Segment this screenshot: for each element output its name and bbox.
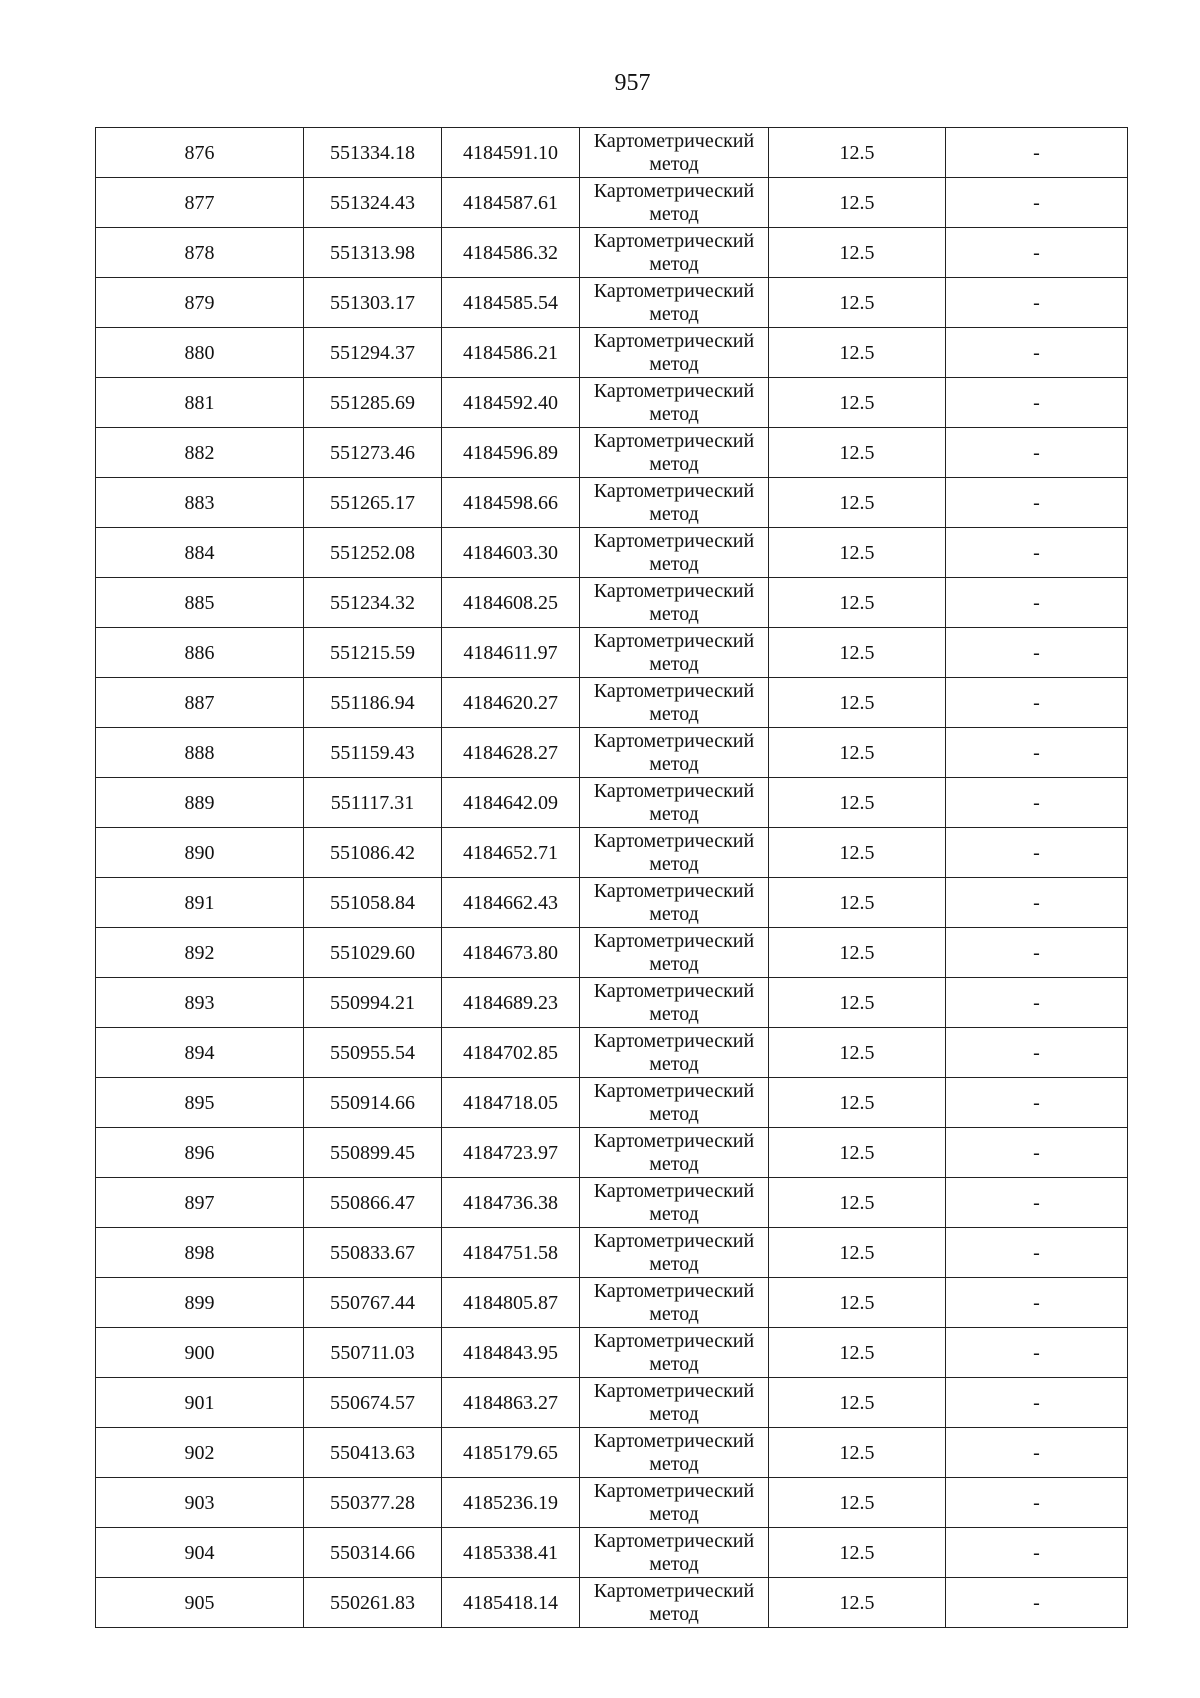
- table-row: [96, 428, 1128, 478]
- method-cell: [580, 478, 769, 528]
- table-row: [96, 328, 1128, 378]
- note-cell: -: [946, 1128, 1128, 1178]
- accuracy-cell: 12.5: [769, 328, 946, 378]
- y-coordinate-cell: 4184586.21: [442, 328, 580, 378]
- method-line-2: метод: [649, 1252, 699, 1275]
- method-line-1: Картометрический: [593, 879, 755, 902]
- table-row: [96, 1128, 1128, 1178]
- method-cell: [580, 378, 769, 428]
- method-cell: [580, 1178, 769, 1228]
- point-number-cell: 896: [96, 1128, 304, 1178]
- y-coordinate-cell: 4185418.14: [442, 1578, 580, 1628]
- accuracy-cell: 12.5: [769, 1028, 946, 1078]
- point-number-cell: 880: [96, 328, 304, 378]
- point-number-cell: 886: [96, 628, 304, 678]
- method-line-1: Картометрический: [593, 829, 755, 852]
- y-coordinate-cell: 4184611.97: [442, 628, 580, 678]
- table-row: [96, 1478, 1128, 1528]
- table-row: [96, 1328, 1128, 1378]
- x-coordinate-cell: 551029.60: [304, 928, 442, 978]
- point-number-cell: 897: [96, 1178, 304, 1228]
- accuracy-cell: 12.5: [769, 528, 946, 578]
- table-row: [96, 628, 1128, 678]
- method-line-1: Картометрический: [593, 129, 755, 152]
- y-coordinate-cell: 4184736.38: [442, 1178, 580, 1228]
- note-cell: -: [946, 678, 1128, 728]
- x-coordinate-cell: 551294.37: [304, 328, 442, 378]
- accuracy-cell: 12.5: [769, 1178, 946, 1228]
- method-line-1: Картометрический: [593, 229, 755, 252]
- method-line-1: Картометрический: [593, 379, 755, 402]
- method-line-2: метод: [649, 902, 699, 925]
- method-line-2: метод: [649, 1402, 699, 1425]
- y-coordinate-cell: 4184603.30: [442, 528, 580, 578]
- method-cell: [580, 1428, 769, 1478]
- method-line-1: Картометрический: [593, 1479, 755, 1502]
- method-line-1: Картометрический: [593, 679, 755, 702]
- method-cell: [580, 328, 769, 378]
- note-cell: -: [946, 278, 1128, 328]
- method-cell: [580, 128, 769, 178]
- note-cell: -: [946, 178, 1128, 228]
- y-coordinate-cell: 4184587.61: [442, 178, 580, 228]
- note-cell: -: [946, 1178, 1128, 1228]
- x-coordinate-cell: 550994.21: [304, 978, 442, 1028]
- x-coordinate-cell: 550711.03: [304, 1328, 442, 1378]
- x-coordinate-cell: 550866.47: [304, 1178, 442, 1228]
- method-cell: [580, 1228, 769, 1278]
- accuracy-cell: 12.5: [769, 178, 946, 228]
- y-coordinate-cell: 4184642.09: [442, 778, 580, 828]
- table-row: [96, 1078, 1128, 1128]
- accuracy-cell: 12.5: [769, 1328, 946, 1378]
- note-cell: -: [946, 1478, 1128, 1528]
- table-row: [96, 178, 1128, 228]
- method-line-2: метод: [649, 252, 699, 275]
- point-number-cell: 881: [96, 378, 304, 428]
- method-line-2: метод: [649, 1052, 699, 1075]
- accuracy-cell: 12.5: [769, 1578, 946, 1628]
- table-row: [96, 128, 1128, 178]
- table-row: [96, 728, 1128, 778]
- note-cell: -: [946, 1278, 1128, 1328]
- method-cell: [580, 528, 769, 578]
- method-line-2: метод: [649, 752, 699, 775]
- note-cell: -: [946, 1428, 1128, 1478]
- y-coordinate-cell: 4184620.27: [442, 678, 580, 728]
- y-coordinate-cell: 4184596.89: [442, 428, 580, 478]
- x-coordinate-cell: 551265.17: [304, 478, 442, 528]
- method-cell: [580, 978, 769, 1028]
- point-number-cell: 901: [96, 1378, 304, 1428]
- method-cell: [580, 1328, 769, 1378]
- point-number-cell: 900: [96, 1328, 304, 1378]
- method-line-2: метод: [649, 152, 699, 175]
- accuracy-cell: 12.5: [769, 228, 946, 278]
- table-row: [96, 678, 1128, 728]
- table-row: [96, 578, 1128, 628]
- x-coordinate-cell: 550899.45: [304, 1128, 442, 1178]
- method-cell: [580, 1028, 769, 1078]
- table-row: [96, 228, 1128, 278]
- point-number-cell: 877: [96, 178, 304, 228]
- method-line-1: Картометрический: [593, 779, 755, 802]
- accuracy-cell: 12.5: [769, 1428, 946, 1478]
- note-cell: -: [946, 1378, 1128, 1428]
- y-coordinate-cell: 4184863.27: [442, 1378, 580, 1428]
- accuracy-cell: 12.5: [769, 728, 946, 778]
- note-cell: -: [946, 1578, 1128, 1628]
- method-cell: [580, 1128, 769, 1178]
- note-cell: -: [946, 828, 1128, 878]
- method-line-1: Картометрический: [593, 979, 755, 1002]
- point-number-cell: 879: [96, 278, 304, 328]
- method-line-1: Картометрический: [593, 279, 755, 302]
- x-coordinate-cell: 550833.67: [304, 1228, 442, 1278]
- accuracy-cell: 12.5: [769, 1278, 946, 1328]
- method-line-2: метод: [649, 1602, 699, 1625]
- y-coordinate-cell: 4184585.54: [442, 278, 580, 328]
- method-cell: [580, 1078, 769, 1128]
- note-cell: -: [946, 228, 1128, 278]
- note-cell: -: [946, 978, 1128, 1028]
- method-cell: [580, 1478, 769, 1528]
- method-line-1: Картометрический: [593, 329, 755, 352]
- y-coordinate-cell: 4184805.87: [442, 1278, 580, 1328]
- method-line-2: метод: [649, 852, 699, 875]
- note-cell: -: [946, 878, 1128, 928]
- point-number-cell: 884: [96, 528, 304, 578]
- point-number-cell: 885: [96, 578, 304, 628]
- x-coordinate-cell: 551058.84: [304, 878, 442, 928]
- accuracy-cell: 12.5: [769, 928, 946, 978]
- method-line-2: метод: [649, 552, 699, 575]
- y-coordinate-cell: 4184751.58: [442, 1228, 580, 1278]
- y-coordinate-cell: 4184673.80: [442, 928, 580, 978]
- method-cell: [580, 1378, 769, 1428]
- point-number-cell: 887: [96, 678, 304, 728]
- y-coordinate-cell: 4184843.95: [442, 1328, 580, 1378]
- method-line-2: метод: [649, 652, 699, 675]
- y-coordinate-cell: 4185338.41: [442, 1528, 580, 1578]
- x-coordinate-cell: 551324.43: [304, 178, 442, 228]
- x-coordinate-cell: 550261.83: [304, 1578, 442, 1628]
- y-coordinate-cell: 4184608.25: [442, 578, 580, 628]
- method-line-1: Картометрический: [593, 1529, 755, 1552]
- point-number-cell: 889: [96, 778, 304, 828]
- method-line-2: метод: [649, 202, 699, 225]
- method-cell: [580, 228, 769, 278]
- table-row: [96, 528, 1128, 578]
- point-number-cell: 883: [96, 478, 304, 528]
- note-cell: -: [946, 478, 1128, 528]
- point-number-cell: 898: [96, 1228, 304, 1278]
- method-line-1: Картометрический: [593, 1029, 755, 1052]
- table-row: [96, 828, 1128, 878]
- note-cell: -: [946, 1328, 1128, 1378]
- method-line-1: Картометрический: [593, 1579, 755, 1602]
- point-number-cell: 894: [96, 1028, 304, 1078]
- note-cell: -: [946, 528, 1128, 578]
- method-line-2: метод: [649, 1302, 699, 1325]
- method-line-1: Картометрический: [593, 1379, 755, 1402]
- table-row: [96, 278, 1128, 328]
- note-cell: -: [946, 778, 1128, 828]
- accuracy-cell: 12.5: [769, 1378, 946, 1428]
- method-line-1: Картометрический: [593, 579, 755, 602]
- method-line-1: Картометрический: [593, 629, 755, 652]
- y-coordinate-cell: 4184723.97: [442, 1128, 580, 1178]
- note-cell: -: [946, 578, 1128, 628]
- y-coordinate-cell: 4184598.66: [442, 478, 580, 528]
- method-line-2: метод: [649, 602, 699, 625]
- point-number-cell: 904: [96, 1528, 304, 1578]
- y-coordinate-cell: 4184702.85: [442, 1028, 580, 1078]
- method-cell: [580, 278, 769, 328]
- method-line-2: метод: [649, 1202, 699, 1225]
- table-row: [96, 478, 1128, 528]
- method-cell: [580, 628, 769, 678]
- x-coordinate-cell: 550413.63: [304, 1428, 442, 1478]
- note-cell: -: [946, 128, 1128, 178]
- accuracy-cell: 12.5: [769, 1128, 946, 1178]
- note-cell: -: [946, 928, 1128, 978]
- method-line-2: метод: [649, 1152, 699, 1175]
- point-number-cell: 895: [96, 1078, 304, 1128]
- method-line-1: Картометрический: [593, 1279, 755, 1302]
- x-coordinate-cell: 551117.31: [304, 778, 442, 828]
- method-line-1: Картометрический: [593, 1329, 755, 1352]
- table-row: [96, 1228, 1128, 1278]
- y-coordinate-cell: 4184586.32: [442, 228, 580, 278]
- accuracy-cell: 12.5: [769, 578, 946, 628]
- method-cell: [580, 428, 769, 478]
- method-line-2: метод: [649, 1002, 699, 1025]
- table-row: [96, 778, 1128, 828]
- accuracy-cell: 12.5: [769, 878, 946, 928]
- x-coordinate-cell: 550674.57: [304, 1378, 442, 1428]
- point-number-cell: 903: [96, 1478, 304, 1528]
- table-row: [96, 1428, 1128, 1478]
- method-cell: [580, 778, 769, 828]
- method-cell: [580, 578, 769, 628]
- point-number-cell: 890: [96, 828, 304, 878]
- x-coordinate-cell: 551273.46: [304, 428, 442, 478]
- accuracy-cell: 12.5: [769, 628, 946, 678]
- note-cell: -: [946, 1528, 1128, 1578]
- note-cell: -: [946, 378, 1128, 428]
- method-line-1: Картометрический: [593, 429, 755, 452]
- x-coordinate-cell: 550955.54: [304, 1028, 442, 1078]
- page-number: 957: [614, 70, 651, 96]
- note-cell: -: [946, 628, 1128, 678]
- x-coordinate-cell: 551234.32: [304, 578, 442, 628]
- x-coordinate-cell: 551215.59: [304, 628, 442, 678]
- y-coordinate-cell: 4184718.05: [442, 1078, 580, 1128]
- table-row: [96, 1178, 1128, 1228]
- table-row: [96, 978, 1128, 1028]
- y-coordinate-cell: 4184592.40: [442, 378, 580, 428]
- accuracy-cell: 12.5: [769, 778, 946, 828]
- note-cell: -: [946, 728, 1128, 778]
- point-number-cell: 899: [96, 1278, 304, 1328]
- method-line-2: метод: [649, 452, 699, 475]
- method-line-1: Картометрический: [593, 1079, 755, 1102]
- note-cell: -: [946, 1028, 1128, 1078]
- method-line-2: метод: [649, 802, 699, 825]
- x-coordinate-cell: 551334.18: [304, 128, 442, 178]
- method-line-2: метод: [649, 702, 699, 725]
- table-row: [96, 878, 1128, 928]
- method-cell: [580, 1278, 769, 1328]
- method-line-2: метод: [649, 1502, 699, 1525]
- point-number-cell: 882: [96, 428, 304, 478]
- method-cell: [580, 878, 769, 928]
- x-coordinate-cell: 551086.42: [304, 828, 442, 878]
- point-number-cell: 892: [96, 928, 304, 978]
- note-cell: -: [946, 328, 1128, 378]
- method-cell: [580, 728, 769, 778]
- x-coordinate-cell: 550767.44: [304, 1278, 442, 1328]
- table-row: [96, 928, 1128, 978]
- method-cell: [580, 1578, 769, 1628]
- table-body: [96, 128, 1128, 1628]
- method-cell: [580, 678, 769, 728]
- method-line-1: Картометрический: [593, 529, 755, 552]
- x-coordinate-cell: 551313.98: [304, 228, 442, 278]
- accuracy-cell: 12.5: [769, 1528, 946, 1578]
- method-cell: [580, 1528, 769, 1578]
- method-line-1: Картометрический: [593, 929, 755, 952]
- method-line-2: метод: [649, 402, 699, 425]
- y-coordinate-cell: 4185236.19: [442, 1478, 580, 1528]
- method-line-2: метод: [649, 352, 699, 375]
- method-line-2: метод: [649, 1452, 699, 1475]
- accuracy-cell: 12.5: [769, 478, 946, 528]
- note-cell: -: [946, 1078, 1128, 1128]
- method-line-1: Картометрический: [593, 1429, 755, 1452]
- x-coordinate-cell: 550914.66: [304, 1078, 442, 1128]
- point-number-cell: 891: [96, 878, 304, 928]
- x-coordinate-cell: 551186.94: [304, 678, 442, 728]
- method-line-2: метод: [649, 1552, 699, 1575]
- accuracy-cell: 12.5: [769, 1228, 946, 1278]
- table-row: [96, 1028, 1128, 1078]
- table-row: [96, 378, 1128, 428]
- method-line-1: Картометрический: [593, 179, 755, 202]
- accuracy-cell: 12.5: [769, 1078, 946, 1128]
- y-coordinate-cell: 4184689.23: [442, 978, 580, 1028]
- method-cell: [580, 178, 769, 228]
- point-number-cell: 905: [96, 1578, 304, 1628]
- method-line-1: Картометрический: [593, 1129, 755, 1152]
- table-row: [96, 1278, 1128, 1328]
- coordinates-table: [95, 127, 1128, 1628]
- table-row: [96, 1528, 1128, 1578]
- y-coordinate-cell: 4184662.43: [442, 878, 580, 928]
- method-line-2: метод: [649, 502, 699, 525]
- accuracy-cell: 12.5: [769, 678, 946, 728]
- point-number-cell: 888: [96, 728, 304, 778]
- method-line-2: метод: [649, 302, 699, 325]
- method-cell: [580, 828, 769, 878]
- note-cell: -: [946, 1228, 1128, 1278]
- point-number-cell: 878: [96, 228, 304, 278]
- accuracy-cell: 12.5: [769, 378, 946, 428]
- x-coordinate-cell: 551252.08: [304, 528, 442, 578]
- method-line-2: метод: [649, 952, 699, 975]
- x-coordinate-cell: 550377.28: [304, 1478, 442, 1528]
- method-line-2: метод: [649, 1102, 699, 1125]
- accuracy-cell: 12.5: [769, 128, 946, 178]
- note-cell: -: [946, 428, 1128, 478]
- method-line-1: Картометрический: [593, 1179, 755, 1202]
- x-coordinate-cell: 551303.17: [304, 278, 442, 328]
- table-row: [96, 1578, 1128, 1628]
- y-coordinate-cell: 4184591.10: [442, 128, 580, 178]
- accuracy-cell: 12.5: [769, 1478, 946, 1528]
- accuracy-cell: 12.5: [769, 828, 946, 878]
- method-line-1: Картометрический: [593, 479, 755, 502]
- y-coordinate-cell: 4184652.71: [442, 828, 580, 878]
- method-line-2: метод: [649, 1352, 699, 1375]
- table-row: [96, 1378, 1128, 1428]
- method-line-1: Картометрический: [593, 1229, 755, 1252]
- accuracy-cell: 12.5: [769, 428, 946, 478]
- x-coordinate-cell: 551285.69: [304, 378, 442, 428]
- method-cell: [580, 928, 769, 978]
- y-coordinate-cell: 4185179.65: [442, 1428, 580, 1478]
- point-number-cell: 902: [96, 1428, 304, 1478]
- point-number-cell: 893: [96, 978, 304, 1028]
- y-coordinate-cell: 4184628.27: [442, 728, 580, 778]
- x-coordinate-cell: 551159.43: [304, 728, 442, 778]
- x-coordinate-cell: 550314.66: [304, 1528, 442, 1578]
- method-line-1: Картометрический: [593, 729, 755, 752]
- point-number-cell: 876: [96, 128, 304, 178]
- accuracy-cell: 12.5: [769, 978, 946, 1028]
- accuracy-cell: 12.5: [769, 278, 946, 328]
